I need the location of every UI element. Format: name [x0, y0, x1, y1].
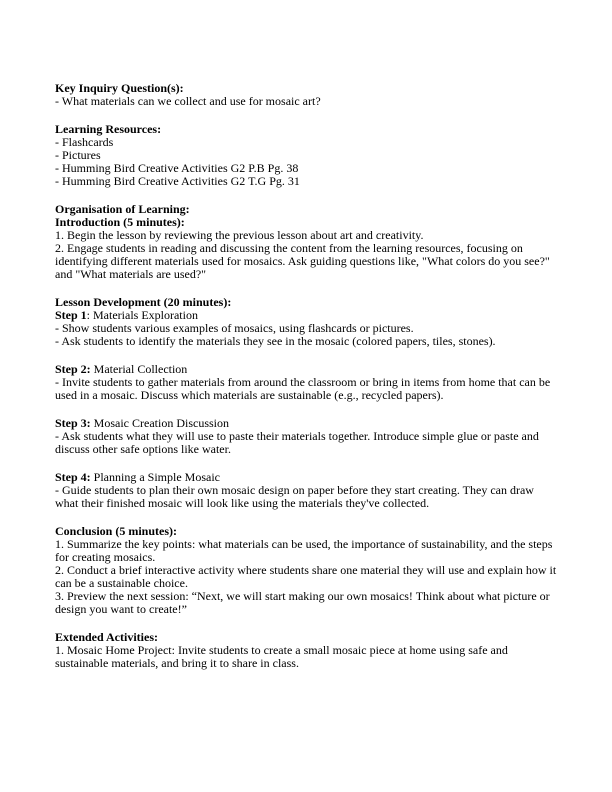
document-section: [55, 203, 558, 281]
line-bold-prefix: Step 1: [55, 308, 87, 322]
line-text: 1. Mosaic Home Project: Invite students to create a small mosaic piece at home using safe and sustainable materials, and bring it to share in class.: [55, 643, 508, 670]
line-text: - Ask students to identify the materials they see in the mosaic (colored papers, tiles, stones).: [55, 334, 496, 348]
section-line: [55, 590, 558, 616]
document-section: [55, 417, 558, 456]
document-section: [55, 471, 558, 510]
line-text: - Pictures: [55, 148, 101, 162]
line-bold-prefix: Introduction (5 minutes):: [55, 215, 185, 229]
line-text: : Materials Exploration: [86, 308, 198, 322]
section-heading: Extended Activities:: [55, 630, 158, 644]
section-line: [55, 95, 558, 108]
document-content: [55, 82, 558, 685]
document-section: [55, 123, 558, 188]
document-section: [55, 363, 558, 402]
line-text: - Humming Bird Creative Activities G2 T.G Pg. 31: [55, 174, 300, 188]
line-text: - Invite students to gather materials from around the classroom or bring in items from home that can be used in a mosaic. Discuss which materials are sustainable (e.g., recycled papers).: [55, 375, 551, 402]
document-section: [55, 631, 558, 670]
line-text: - Guide students to plan their own mosaic design on paper before they start creating. They can draw what their finished mosaic will look like using the materials they've collected.: [55, 483, 534, 510]
section-line: [55, 538, 558, 564]
section-heading: Lesson Development (20 minutes):: [55, 295, 232, 309]
section-line: [55, 376, 558, 402]
section-line: [55, 335, 558, 348]
line-text: - Ask students what they will use to paste their materials together. Introduce simple glue or paste and discuss other safe options like water.: [55, 429, 539, 456]
line-text: 1. Summarize the key points: what materials can be used, the importance of sustainability, and the steps for creating mosaics.: [55, 537, 553, 564]
document-section: [55, 296, 558, 348]
section-line: [55, 175, 558, 188]
line-text: 2. Conduct a brief interactive activity where students share one material they will use and explain how it can be a sustainable choice.: [55, 563, 557, 590]
line-text: - Flashcards: [55, 135, 114, 149]
section-line: [55, 430, 558, 456]
section-line: [55, 484, 558, 510]
line-bold-prefix: Step 3:: [55, 416, 91, 430]
line-text: Planning a Simple Mosaic: [90, 470, 220, 484]
section-line: [55, 242, 558, 281]
line-text: - Show students various examples of mosaics, using flashcards or pictures.: [55, 321, 414, 335]
section-heading: Conclusion (5 minutes):: [55, 524, 178, 538]
line-text: 2. Engage students in reading and discussing the content from the learning resources, focusing on identifying different materials used for mosaics. Ask guiding questions like, "What colors do you see?" and "What materials are used?": [55, 241, 550, 281]
section-line: [55, 564, 558, 590]
section-line: [55, 644, 558, 670]
document-section: [55, 525, 558, 616]
line-text: - What materials can we collect and use for mosaic art?: [55, 94, 321, 108]
section-line: [55, 136, 558, 149]
line-text: - Humming Bird Creative Activities G2 P.B Pg. 38: [55, 161, 299, 175]
line-text: Material Collection: [90, 362, 188, 376]
line-bold-prefix: Step 4:: [55, 470, 91, 484]
line-text: 3. Preview the next session: “Next, we will start making our own mosaics! Think about what picture or design you want to create!”: [55, 589, 550, 616]
line-text: 1. Begin the lesson by reviewing the previous lesson about art and creativity.: [55, 228, 424, 242]
line-bold-prefix: Step 2:: [55, 362, 91, 376]
document-section: [55, 82, 558, 108]
section-heading: Organisation of Learning:: [55, 202, 190, 216]
section-heading: Learning Resources:: [55, 122, 162, 136]
section-heading: Key Inquiry Question(s):: [55, 81, 184, 95]
line-text: Mosaic Creation Discussion: [90, 416, 229, 430]
